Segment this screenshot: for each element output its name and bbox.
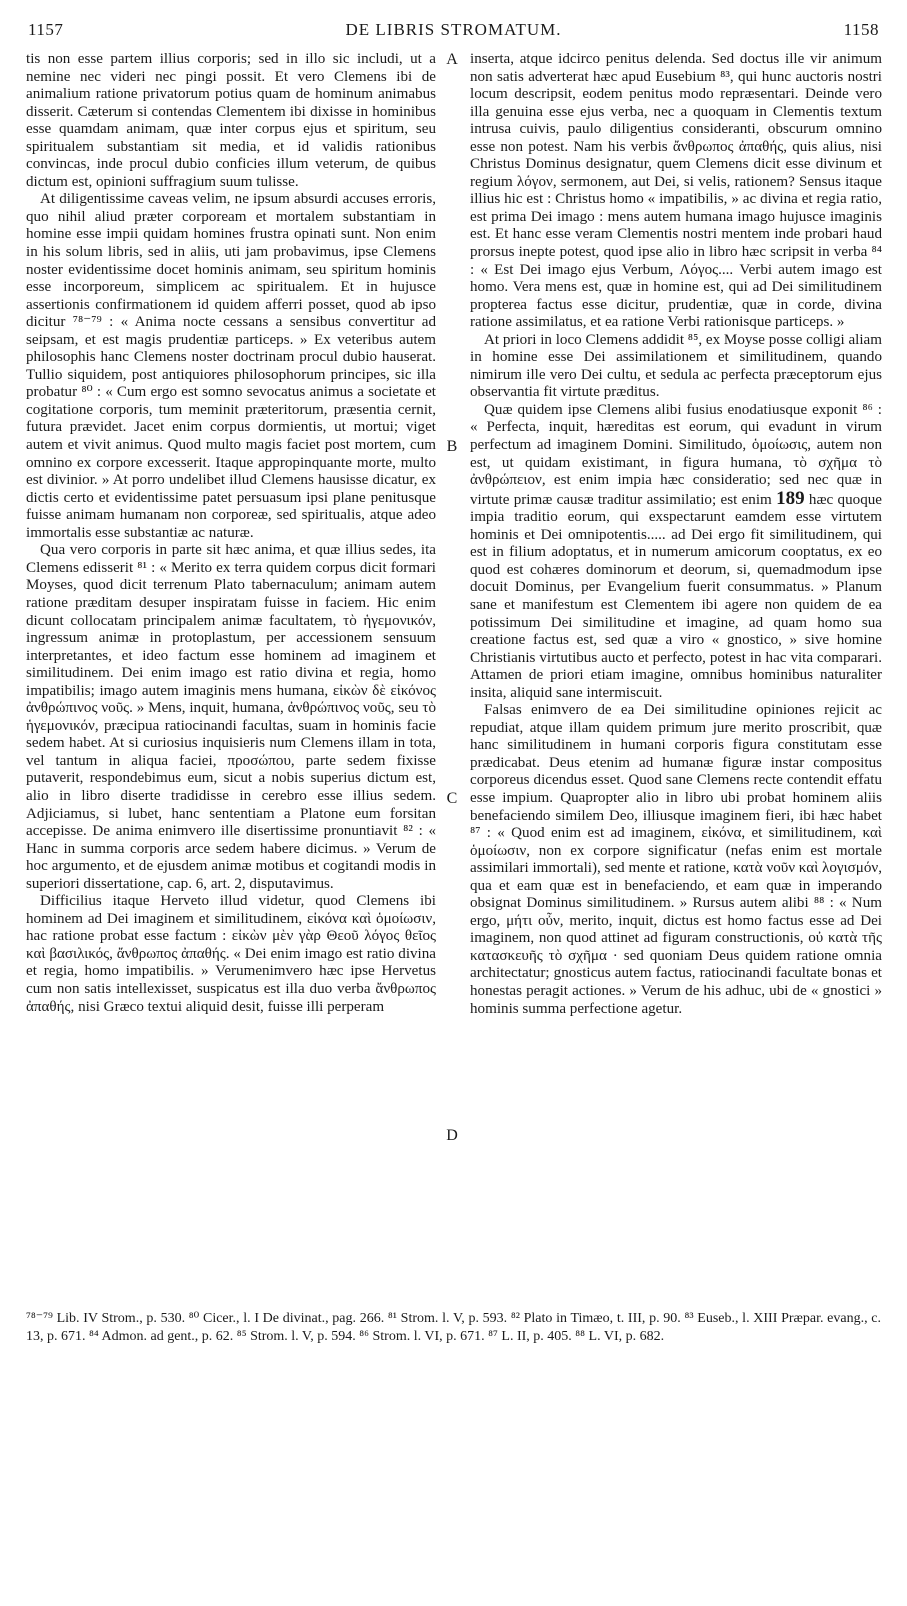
paragraph: At diligentissime caveas velim, ne ipsum absurdi accuses erroris, quo nihil aliud præter corpoream et mortalem substantiam in homine esse impii quidam homines frustra opinati sunt. Non enim in his solum libris, sed in aliis, uti jam probavimus, ipse Clemens noster evidentissime docet hominis animam, seu spiritum hominis esse incorporeum, simplicem ac spiritualem. Et in hujusce assertionis confirmationem id quidem afferri posset, quod ab ipso dicitur ⁷⁸⁻⁷⁹ : « Anima nocte cessans a sensibus convertitur ad seipsam, et est magis prudentiæ particeps. » Ex veteribus autem philosophis hanc Clemens noster doctrinam procul dubio hauserat. Tullio siquidem, post antiquiores philosophorum principes, sic illa probatur ⁸⁰ : « Cum ergo est somno sevocatus animus a societate et cogitatione corporis, tum meminit præteritorum, præsentia cernit, futura prævidet. Jacet enim corpus dormientis, ut mortui; viget autem et vivit animus. Quod multo magis faciet post mortem, cum omnino ex corpore excesserit. Itaque appropinquante morte, multo est divinior. » At porro undelibet illud Clemens hausisse dicatur, ex dictis certo et evidentissime patet persuasum ipsi plane penitusque fuisse animam humanam non corporeæ, sed spiritualis, atque adeo immortalis esse substantiæ ac naturæ.	[26, 191, 436, 541]
footnotes	[26, 1310, 881, 1346]
paragraph-text-after-marker: hæc quoque impia traditio eorum, qui exspectarunt eamdem esse virtutem hominis et Dei omnipotentis..... ad Dei ergo fit similitudinem, qui est in filium adoptatus, et in numerum amicorum cooptatus, ex eo quod est cohæres dominorum et deorum, si, quemadmodum ipse docuit Dominus, per Evangelium fuerit consummatus. » Planum sane et manifestum est Clementem ibi agere non quidem de ea potissimum Dei similitudine et imagine, ad quam homo sua creatione factus est, sed quæ a viro « gnostico, » sive homine Christianis virtutibus aucto et perfecto, potest in hac vita comparari. Attamen de priori etiam imagine, omnibus hominibus naturaliter insita, aliquid sane intermiscuit.	[470, 491, 882, 701]
paragraph: inserta, atque idcirco penitus delenda. Sed doctus ille vir animum non satis adverterat hæc apud Eusebium ⁸³, qui hunc auctoris nostri locum descripsit, eodem penitus modo repræsentari. Deinde vero illa genuina esse ejus verba, nec a quoquam in Clementis textum intrusa cuivis, paulo diligentius consideranti, obscurum omnino esse non potest. Nam his verbis ἄνθρωπος ἀπαθής, quis alius, nisi Christus Dominus designatur, quem Clemens dicit esse divinum et regium λόγον, sermonem, aut Dei, si velis, rationem? Sensus itaque illius hic est : Christus homo « impatibilis, » ac divina et regia ratio, est prima Dei imago : mens autem humana imago hujusce imaginis est. Et hanc esse veram Clementis nostri mentem inde probari haud prorsus inepte potest, quod ipse alio in libro hæc scripsit in verba ⁸⁴ : « Est Dei imago ejus Verbum, Λόγος.... Verbi autem imago est homo. Vera mens est, quæ in homine est, qui ad Dei similitudinem propterea factus esse dicitur, prudentiæ, quæ in corde, divina ratione assimilatus, et ea ratione Verbi rationisque particeps. »	[470, 51, 882, 331]
margin-letter-c: C	[446, 790, 458, 807]
running-header	[28, 20, 879, 44]
paragraph-with-page-marker	[470, 402, 882, 702]
edition-page-marker: 189	[776, 487, 805, 509]
paragraph: Falsas enimvero de ea Dei similitudine opiniones rejicit ac repudiat, atque illam quidem primum jure merito proscribit, quæ hanc similitudinem in humani corporis figura constitutam esse prædicabat. Deus etenim ad humanæ figuræ instar compositus corporeus dicendus esset. Quod sane Clemens recte contendit effatu esse impium. Quapropter alio in libro ubi probat hominem aliis benefaciendo similem Deo, illiusque imaginem fieri, ibi hæc habet ⁸⁷ : « Quod enim est ad imaginem, εἰκόνα, et similitudinem, καὶ ὁμοίωσιν, non ex corpore significatur (nefas enim est mortale assimilari immortali), sed mente et ratione, κατὰ νοῦν καὶ λογισμόν, qua et eam quæ est in benefaciendo, et eam quæ in imperando obsignat Dominus similitudinem. » Rursus autem alibi ⁸⁸ : « Num ergo, μήτι οὖν, merito, inquit, dictus est homo factus esse ad Dei imaginem, non quod attinet ad figuram constructionis, οὐ κατὰ τῆς κατασκευῆς τὸ σχῆμα · sed quoniam Deus quidem ratione omnia architectatur; gnosticus autem factus, ratiocinandi facultate bonas et honestas peragit actiones. » Verum de his adhuc, ubi de « gnostici » hominis summa perfectione agetur.	[470, 702, 882, 1017]
paragraph: Qua vero corporis in parte sit hæc anima, et quæ illius sedes, ita Clemens edisserit ⁸¹ : « Merito ex terra quidem corpus dicit formari Moyses, quod dicit terrenum Plato tabernaculum; animam autem ratione præditam desuper inspiratam fuisse in faciem. Hic enim dicunt collocatam principalem animæ facultatem, τὸ ἡγεμονικόν, ingressum animæ in protoplastum, per accessionem sensuum interpretantes, et ideo factum esse hominem ad imaginem et similitudinem. Dei enim imago est ratio divina et regia, homo impatibilis; imago autem imaginis mens humana, εἰκὼν δὲ εἰκόνος ἀνθρώπινος νοῦς. » Mens, inquit, humana, ἀνθρώπινος νοῦς, seu τὸ ἡγεμονικόν, præcipua ratiocinandi facultas, suam in hominis facie sedem habet. At si curiosius inquisieris num Clemens illam in tota, vel tantum in aliqua faciei, προσώπου, parte sedem fixisse putaverit, respondebimus eum, sicut a nobis superius dictum est, alio in libro diserte tradidisse in cerebro esse illius sedem. Adjiciamus, si lubet, hanc sententiam a Platone eum forsitan accepisse. De anima enimvero ille disertissime pronuntiavit ⁸² : « Hanc in summa corporis arce sedem habere dicimus. » Verum de hoc argumento, et de ejusdem animæ motibus et cogitandi modis in superiori dissertatione, cap. 6, art. 2, disputavimus.	[26, 542, 436, 892]
margin-letter-d: D	[446, 1127, 458, 1144]
right-column	[470, 51, 882, 1018]
running-title: DE LIBRIS STROMATUM.	[345, 20, 562, 39]
page-number-left: 1157	[28, 20, 64, 39]
margin-letter-a: A	[446, 51, 458, 68]
margin-letter-b: B	[446, 438, 458, 455]
paragraph: Difficilius itaque Herveto illud videtur, quod Clemens ibi hominem ad Dei imaginem et similitudinem, εἰκόνα καὶ ὁμοίωσιν, hac ratione probat esse factum : εἰκὼν μὲν γὰρ Θεοῦ λόγος θεῖος καὶ βασιλικός, ἄνθρωπος ἀπαθής. « Dei enim imago est ratio divina et regia, homo impatibilis. » Verumenimvero hæc ipse Hervetus cum non satis intellexisset, suspicatus est illa duo verba ἄνθρωπος ἀπαθής, nisi Græco textui aliquid desit, fuisse illi perperam	[26, 893, 436, 1015]
left-column	[26, 51, 436, 1016]
paragraph: At priori in loco Clemens addidit ⁸⁵, ex Moyse posse colligi aliam in homine esse Dei assimilationem et similitudinem, quando nimirum ille vero Dei cultu, et sedula ac perfecta præceptorum ejus observantia fit virtute præditus.	[470, 331, 882, 401]
footnote-line: ⁷⁸⁻⁷⁹ Lib. IV Strom., p. 530. ⁸⁰ Cicer., l. I De divinat., pag. 266. ⁸¹ Strom. l. V, p. 593. ⁸² Plato in Timæo, t. III, p. 90. ⁸³ Euseb., l. XIII Præpar. evang., c. 13, p. 671. ⁸⁴ Admon. ad gent., p. 62. ⁸⁵ Strom. l. V, p. 594. ⁸⁶ Strom. l. VI, p. 671. ⁸⁷ L. II, p. 405. ⁸⁸ L. VI, p. 682.	[26, 1311, 881, 1344]
page-number-right: 1158	[843, 20, 879, 39]
paragraph: tis non esse partem illius corporis; sed in illo sic includi, ut a nemine nec videri nec pingi possit. Et vero Clemens ibi de animalium ratione privatorum potius quam de hominum animabus disserit. Cæterum si contendas Clementem ibi dixisse in hominibus esse quamdam animam, quæ inter corpus ejus et spiritum, seu spiritualem substantiam sit media, et id validis rationibus convincas, inde procul dubio conficies illum veterum, de quibus dictum est, opinioni suffragium suum tulisse.	[26, 51, 436, 190]
paragraph-text-before-marker: Quæ quidem ipse Clemens alibi fusius enodatiusque exponit ⁸⁶ : « Perfecta, inquit, hæreditas est eorum, qui evadunt in virum perfectum ad imaginem Domini. Similitudo, ὁμοίωσις, autem non est, ut quidam existimant, in figura humana, τὸ σχῆμα τὸ ἀνθρώπειον, est enim impia hæc consideratio; sed nec quæ in virtute primæ causæ traditur assimilatio; est enim	[470, 401, 882, 508]
